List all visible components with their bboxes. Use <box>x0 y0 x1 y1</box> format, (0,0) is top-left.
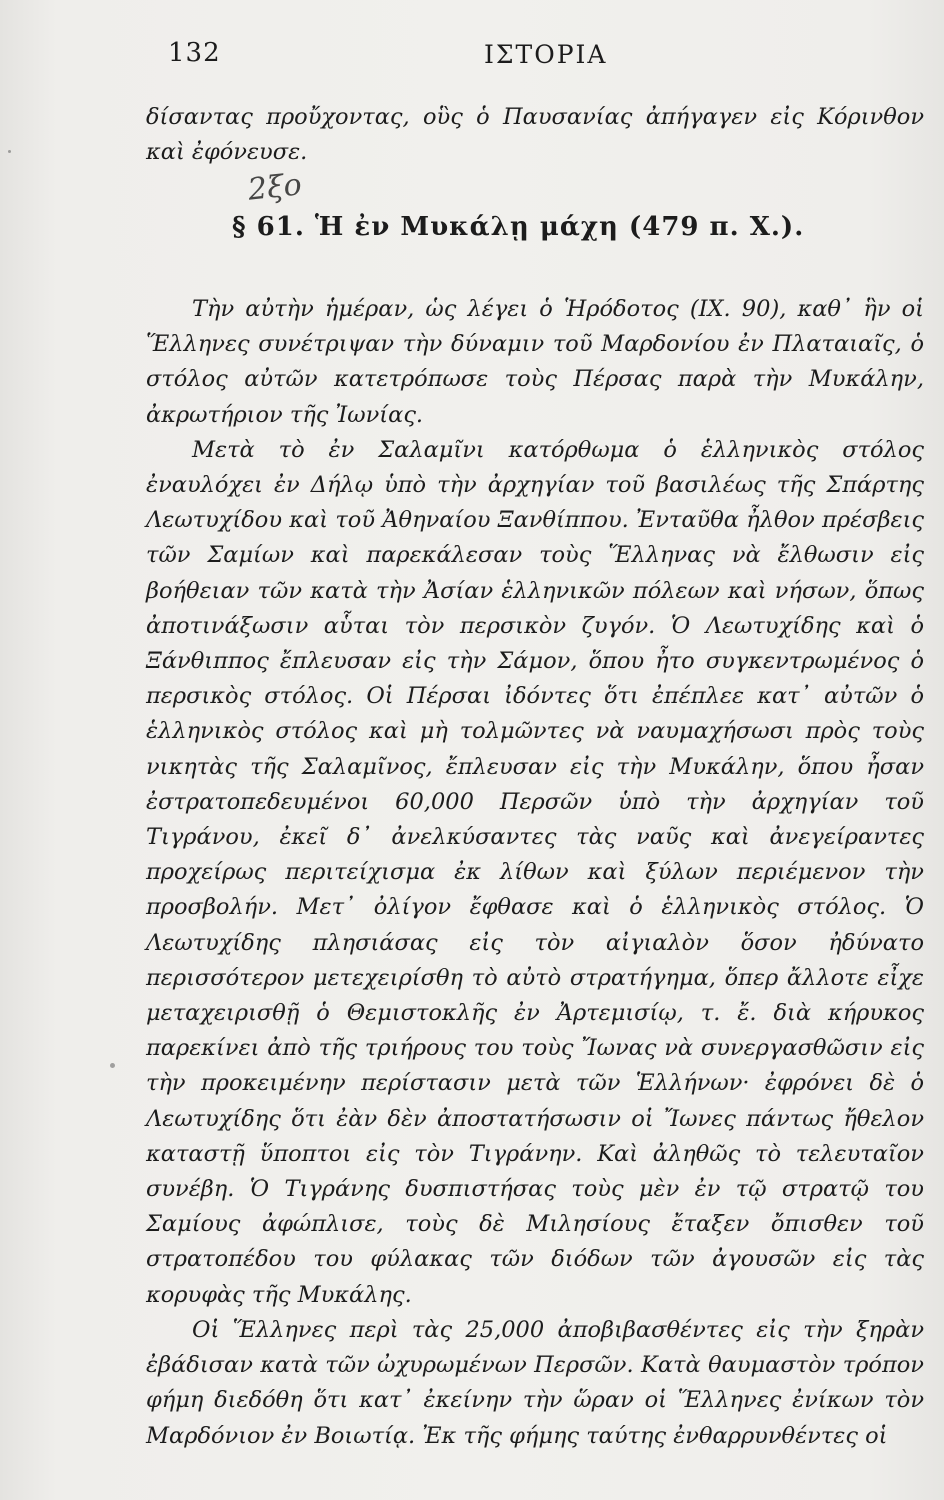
section-heading: § 61. Ἡ ἐν Μυκάλῃ μάχη (479 π. Χ.). <box>232 212 805 242</box>
running-title: ΙΣΤΟΡΙΑ <box>484 40 608 69</box>
paragraph-2: Μετὰ τὸ ἐν Σαλαμῖνι κατόρθωμα ὁ ἑλληνικὸς στόλος ἐναυλόχει ἐν Δήλῳ ὑπὸ τὴν ἀρχηγίαν τοῦ βασιλέως τῆς Σπάρτης Λεωτυχίδου καὶ τοῦ Ἀθηναίου Ξανθίππου. Ἐνταῦθα ἦλθον πρέσβεις τῶν Σαμίων καὶ παρεκάλεσαν τοὺς Ἕλληνας νὰ ἔλθωσιν εἰς βοήθειαν τῶν κατὰ τὴν Ἀσίαν ἑλληνικῶν πόλεων καὶ νήσων, ὅπως ἀποτινάξωσιν αὗται τὸν περσικὸν ζυγόν. Ὁ Λεωτυχίδης καὶ ὁ Ξάνθιππος ἔπλευσαν εἰς τὴν Σάμον, ὅπου ἦτο συγκεντρωμένος ὁ περσικὸς στόλος. Οἱ Πέρσαι ἰδόντες ὅτι ἐπέπλεε κατ᾽ αὐτῶν ὁ ἑλληνικὸς στόλος καὶ μὴ τολμῶντες νὰ ναυμαχήσωσι πρὸς τοὺς νικητὰς τῆς Σαλαμῖνος, ἔπλευσαν εἰς τὴν Μυκάλην, ὅπου ἦσαν ἐστρατοπεδευμένοι 60,000 Περσῶν ὑπὸ τὴν ἀρχηγίαν τοῦ Τιγράνου, ἐκεῖ δ᾽ ἀνελκύσαντες τὰς ναῦς καὶ ἀνεγείραντες προχείρως περιτείχισμα ἐκ λίθων καὶ ξύλων περιέμενον τὴν προσβολήν. Μετ᾽ ὀλίγον ἔφθασε καὶ ὁ ἑλληνικὸς στόλος. Ὁ Λεωτυχίδης πλησιάσας εἰς τὸν αἰγιαλὸν ὅσον ἠδύνατο περισσότερον μετεχειρίσθη τὸ αὐτὸ στρατήγημα, ὅπερ ἄλλοτε εἶχε μεταχειρισθῇ ὁ Θεμιστοκλῆς ἐν Ἀρτεμισίῳ, τ. ἔ. διὰ κήρυκος παρεκίνει ἀπὸ τῆς τριήρους του τοὺς Ἴωνας νὰ συνεργασθῶσιν εἰς τὴν προκειμένην περίστασιν μετὰ τῶν Ἑλλήνων· ἐφρόνει δὲ ὁ Λεωτυχίδης ὅτι ἐὰν δὲν ἀποστατήσωσιν οἱ Ἴωνες πάντως ἤθελον καταστῇ ὕποπτοι εἰς τὸν Τιγράνην. Καὶ ἀληθῶς τὸ τελευταῖον συνέβη. Ὁ Τιγράνης δυσπιστήσας τοὺς μὲν ἐν τῷ στρατῷ του Σαμίους ἀφώπλισε, τοὺς δὲ Μιλησίους ἔταξεν ὄπισθεν τοῦ στρατοπέδου του φύλακας τῶν διόδων τῶν ἀγουσῶν εἰς τὰς κορυφὰς τῆς Μυκάλης. <box>146 436 924 1308</box>
page-header <box>0 38 944 78</box>
page-number: 132 <box>168 38 221 68</box>
paragraph-1: Τὴν αὐτὴν ἡμέραν, ὡς λέγει ὁ Ἡρόδοτος (IX. 90), καθ᾽ ἣν οἱ Ἕλληνες συνέτριψαν τὴν δύναμιν τοῦ Μαρδονίου ἐν Πλαταιαῖς, ὁ στόλος αὐτῶν κατετρόπωσε τοὺς Πέρσας παρὰ τὴν Μυκάλην, ἀκρωτήριον τῆς Ἰωνίας. <box>146 296 924 428</box>
intro-paragraph: δίσαντας προὔχοντας, οὓς ὁ Παυσανίας ἀπήγαγεν εἰς Κόρινθον καὶ ἐφόνευσε. <box>146 104 924 166</box>
section-body <box>146 292 924 1454</box>
handwritten-annotation: 2ξο <box>246 167 304 208</box>
print-speck <box>110 1063 115 1068</box>
print-speck <box>8 150 11 153</box>
paragraph-3: Οἱ Ἕλληνες περὶ τὰς 25,000 ἀποβιβασθέντες εἰς τὴν ξηρὰν ἐβάδισαν κατὰ τῶν ὠχυρωμένων Περσῶν. Κατὰ θαυμαστὸν τρόπον φήμη διεδόθη ὅτι κατ᾽ ἐκείνην τὴν ὥραν οἱ Ἕλληνες ἐνίκων τὸν Μαρδόνιον ἐν Βοιωτίᾳ. Ἐκ τῆς φήμης ταύτης ἐνθαρρυνθέντες οἱ <box>146 1316 924 1449</box>
